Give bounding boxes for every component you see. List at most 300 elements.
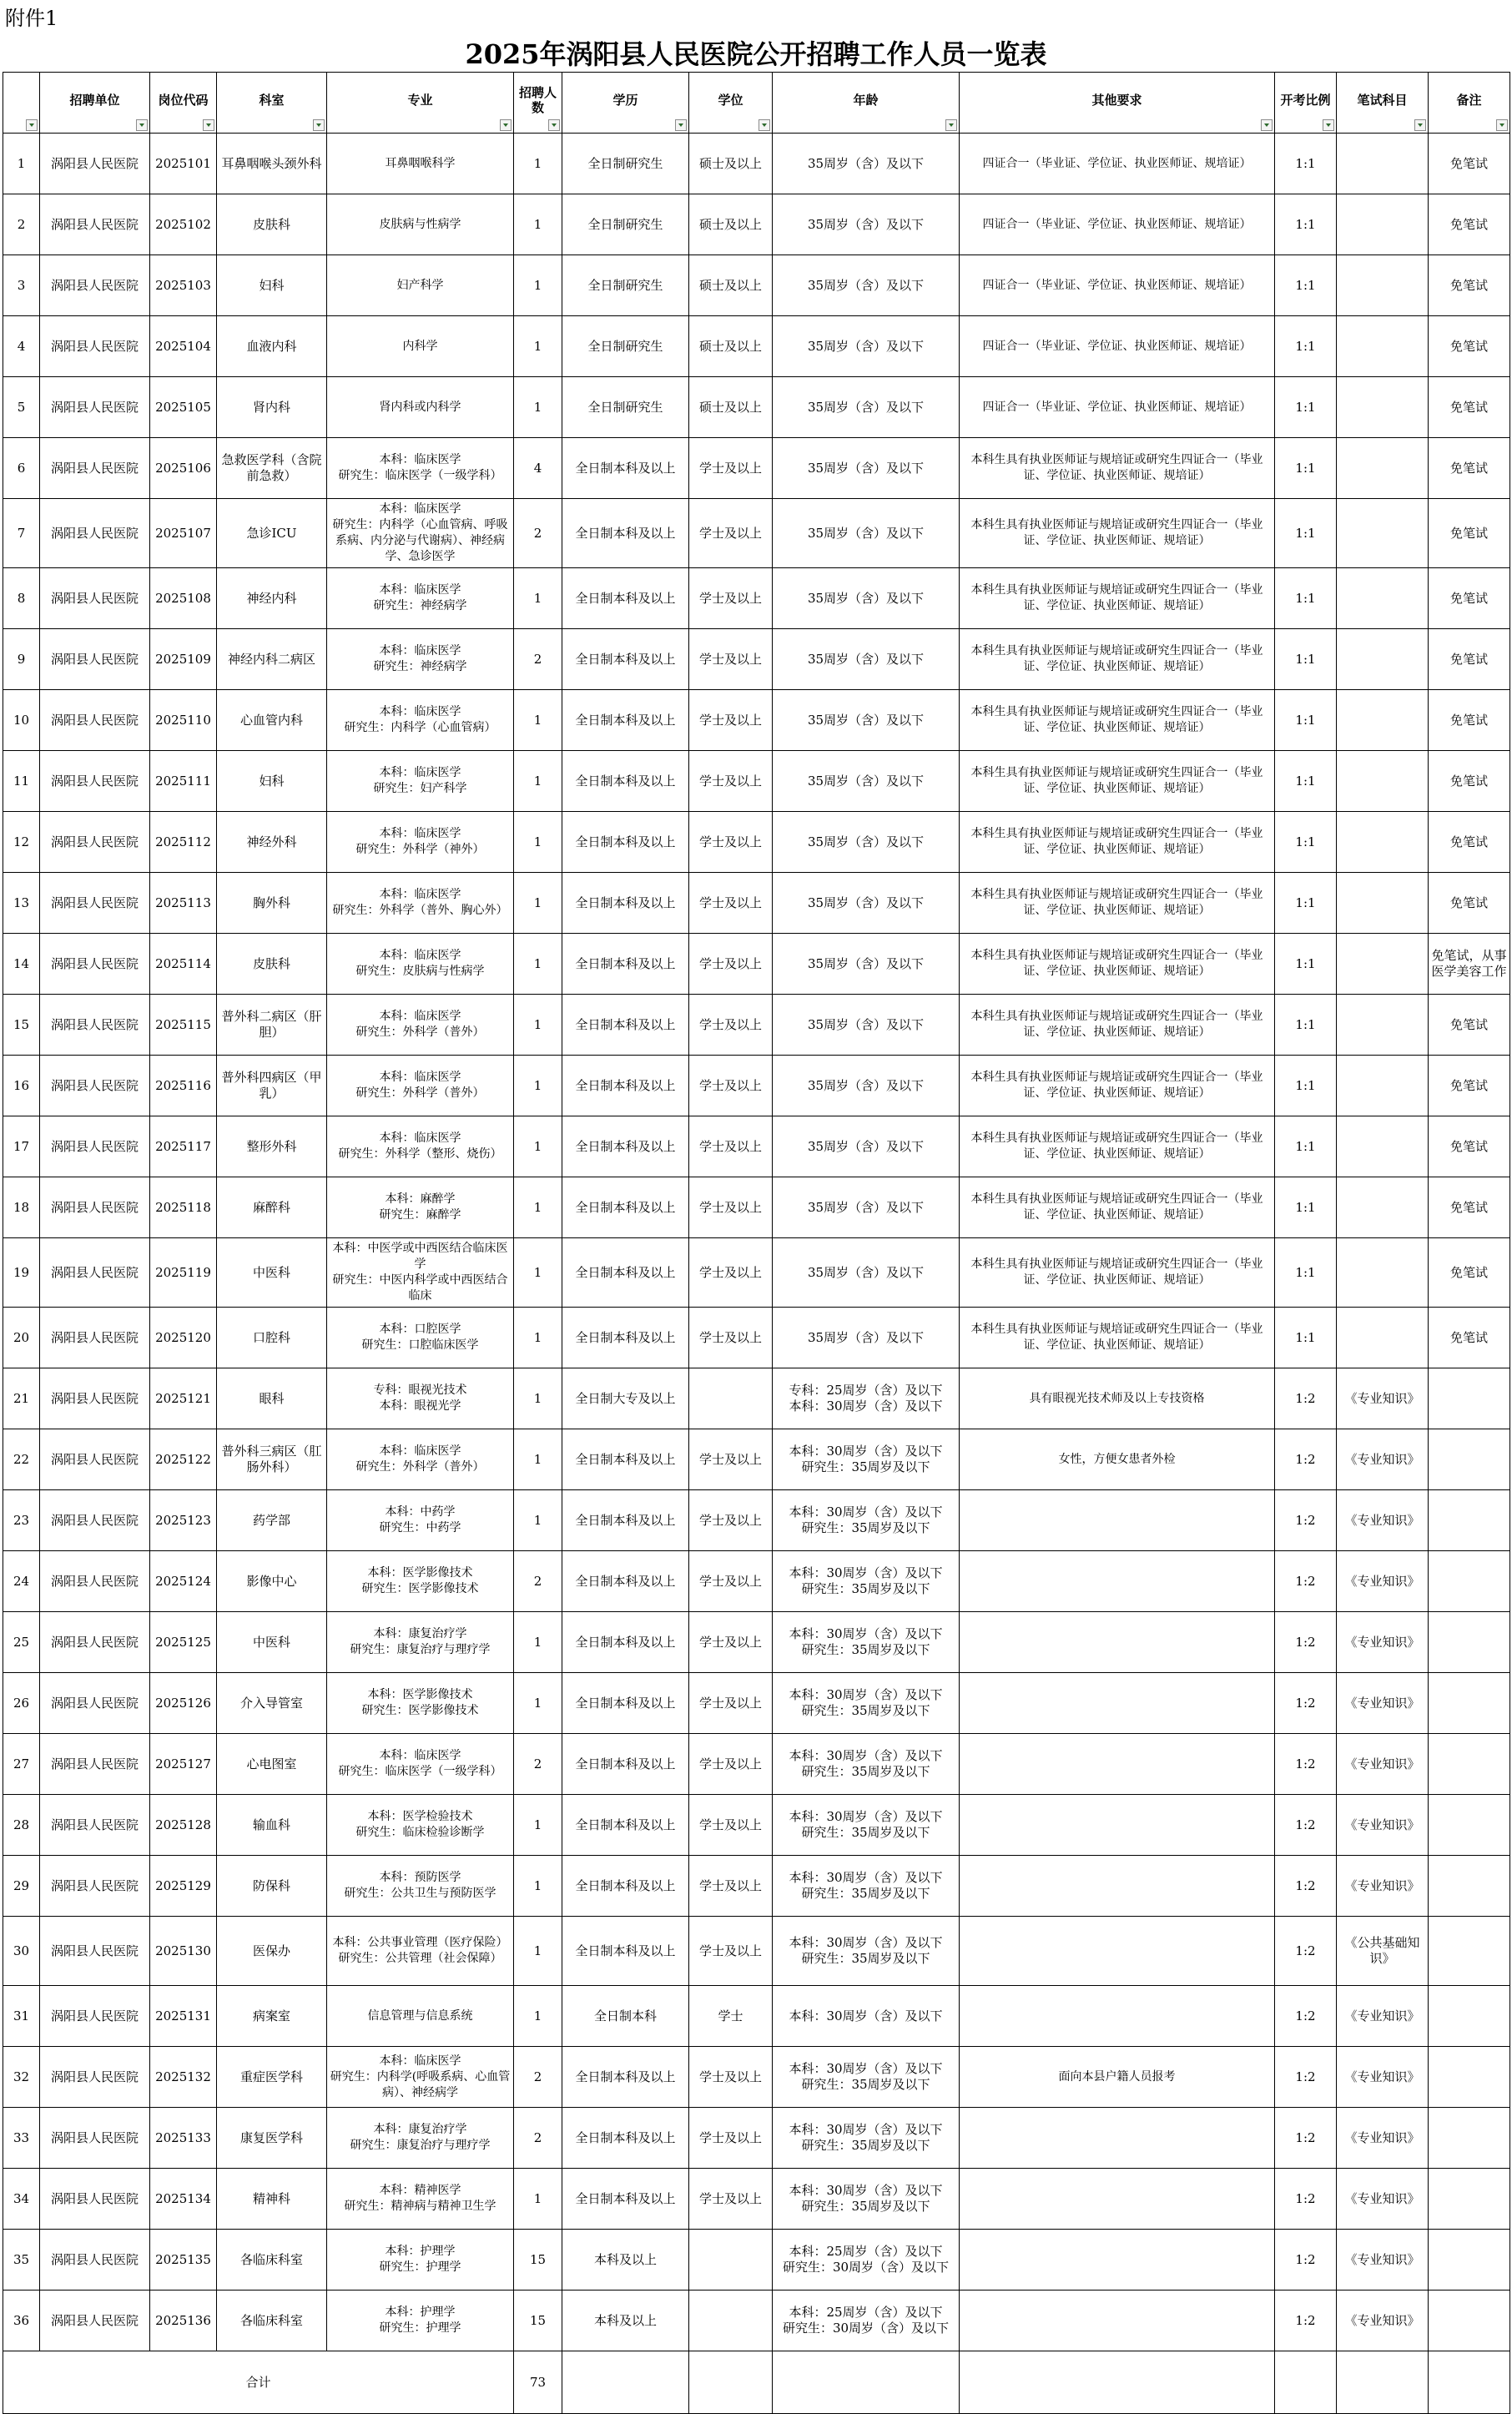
cell-exam-ratio[interactable]: 1:1 xyxy=(1275,568,1337,629)
cell-other-requirements[interactable] xyxy=(960,1490,1275,1551)
cell-remarks[interactable]: 免笔试 xyxy=(1429,690,1510,751)
cell-row-number[interactable]: 31 xyxy=(3,1986,40,2047)
cell-other-requirements[interactable] xyxy=(960,2108,1275,2169)
cell-education[interactable]: 全日制本科及以上 xyxy=(562,1856,689,1917)
cell-major[interactable]: 专科：眼视光技术 本科：眼视光学 xyxy=(327,1368,514,1429)
cell-department[interactable]: 皮肤科 xyxy=(217,194,327,255)
cell-other-requirements[interactable]: 本科生具有执业医师证与规培证或研究生四证合一（毕业证、学位证、执业医师证、规培证） xyxy=(960,499,1275,568)
cell-degree[interactable]: 学士及以上 xyxy=(689,2169,773,2230)
cell-department[interactable]: 麻醉科 xyxy=(217,1177,327,1238)
cell-hire-count[interactable]: 1 xyxy=(514,255,562,316)
cell-position-code[interactable]: 2025130 xyxy=(150,1917,217,1986)
cell-hire-count[interactable]: 1 xyxy=(514,1612,562,1673)
cell-education[interactable]: 全日制本科及以上 xyxy=(562,629,689,690)
header-cell[interactable]: 备注 xyxy=(1429,73,1510,134)
cell-recruiting-unit[interactable]: 涡阳县人民医院 xyxy=(40,1490,150,1551)
cell-recruiting-unit[interactable]: 涡阳县人民医院 xyxy=(40,2291,150,2351)
cell-education[interactable]: 全日制大专及以上 xyxy=(562,1368,689,1429)
cell-recruiting-unit[interactable]: 涡阳县人民医院 xyxy=(40,2108,150,2169)
cell-written-exam-subject[interactable] xyxy=(1337,629,1429,690)
cell-degree[interactable]: 学士及以上 xyxy=(689,1238,773,1308)
cell-written-exam-subject[interactable] xyxy=(1337,1177,1429,1238)
cell-education[interactable]: 全日制本科及以上 xyxy=(562,499,689,568)
cell-row-number[interactable]: 34 xyxy=(3,2169,40,2230)
cell-hire-count[interactable]: 1 xyxy=(514,934,562,995)
filter-dropdown-icon[interactable] xyxy=(1496,119,1508,131)
cell-department[interactable]: 病案室 xyxy=(217,1986,327,2047)
cell-major[interactable]: 皮肤病与性病学 xyxy=(327,194,514,255)
cell-exam-ratio[interactable]: 1:2 xyxy=(1275,1795,1337,1856)
cell-major[interactable]: 信息管理与信息系统 xyxy=(327,1986,514,2047)
cell-recruiting-unit[interactable]: 涡阳县人民医院 xyxy=(40,1856,150,1917)
cell-age-requirement[interactable]: 35周岁（含）及以下 xyxy=(773,568,960,629)
cell-major[interactable]: 本科：中医学或中西医结合临床医学 研究生：中医内科学或中西医结合临床 xyxy=(327,1238,514,1308)
cell-degree[interactable]: 学士及以上 xyxy=(689,1673,773,1734)
cell-other-requirements[interactable] xyxy=(960,1551,1275,1612)
cell-hire-count[interactable]: 1 xyxy=(514,1490,562,1551)
cell-age-requirement[interactable]: 本科：30周岁（含）及以下 研究生：35周岁及以下 xyxy=(773,2169,960,2230)
cell-education[interactable]: 全日制本科及以上 xyxy=(562,751,689,812)
cell-major[interactable]: 本科：临床医学 研究生：外科学（普外） xyxy=(327,1056,514,1116)
cell-education[interactable]: 全日制研究生 xyxy=(562,255,689,316)
cell-education[interactable]: 全日制本科及以上 xyxy=(562,1490,689,1551)
cell-recruiting-unit[interactable]: 涡阳县人民医院 xyxy=(40,2047,150,2108)
cell-remarks[interactable]: 免笔试 xyxy=(1429,438,1510,499)
cell-age-requirement[interactable]: 本科：25周岁（含）及以下 研究生：30周岁（含）及以下 xyxy=(773,2291,960,2351)
cell-degree[interactable]: 学士及以上 xyxy=(689,1856,773,1917)
cell-other-requirements[interactable] xyxy=(960,1612,1275,1673)
cell-recruiting-unit[interactable]: 涡阳县人民医院 xyxy=(40,690,150,751)
cell-written-exam-subject[interactable] xyxy=(1337,316,1429,377)
cell-other-requirements[interactable] xyxy=(960,1917,1275,1986)
cell-department[interactable]: 康复医学科 xyxy=(217,2108,327,2169)
cell-remarks[interactable] xyxy=(1429,1795,1510,1856)
cell-row-number[interactable]: 7 xyxy=(3,499,40,568)
cell-degree[interactable]: 硕士及以上 xyxy=(689,134,773,194)
cell-hire-count[interactable]: 1 xyxy=(514,1673,562,1734)
cell-hire-count[interactable]: 1 xyxy=(514,1368,562,1429)
cell-position-code[interactable]: 2025103 xyxy=(150,255,217,316)
cell-recruiting-unit[interactable]: 涡阳县人民医院 xyxy=(40,316,150,377)
cell-degree[interactable]: 学士及以上 xyxy=(689,812,773,873)
cell-age-requirement[interactable]: 本科：30周岁（含）及以下 研究生：35周岁及以下 xyxy=(773,1673,960,1734)
cell-degree[interactable]: 学士及以上 xyxy=(689,873,773,934)
cell-position-code[interactable]: 2025112 xyxy=(150,812,217,873)
cell-department[interactable]: 神经内科二病区 xyxy=(217,629,327,690)
cell-major[interactable]: 本科：公共事业管理（医疗保险） 研究生：公共管理（社会保障） xyxy=(327,1917,514,1986)
cell-major[interactable]: 本科：临床医学 研究生：外科学（普外、胸心外） xyxy=(327,873,514,934)
cell-degree[interactable]: 硕士及以上 xyxy=(689,255,773,316)
header-cell[interactable]: 科室 xyxy=(217,73,327,134)
cell-exam-ratio[interactable]: 1:2 xyxy=(1275,1551,1337,1612)
cell-exam-ratio[interactable]: 1:2 xyxy=(1275,2108,1337,2169)
filter-dropdown-icon[interactable] xyxy=(26,119,38,131)
cell-written-exam-subject[interactable]: 《专业知识》 xyxy=(1337,2291,1429,2351)
cell-written-exam-subject[interactable] xyxy=(1337,255,1429,316)
cell-major[interactable]: 本科：临床医学 研究生：内科学（心血管病、呼吸系病、内分泌与代谢病）、神经病学、急诊医学 xyxy=(327,499,514,568)
cell-recruiting-unit[interactable]: 涡阳县人民医院 xyxy=(40,1612,150,1673)
cell-degree[interactable]: 学士及以上 xyxy=(689,1917,773,1986)
cell-education[interactable]: 全日制本科及以上 xyxy=(562,438,689,499)
cell-degree[interactable] xyxy=(689,2291,773,2351)
cell-major[interactable]: 本科：临床医学 研究生：外科学（整形、烧伤） xyxy=(327,1116,514,1177)
cell-major[interactable]: 本科：临床医学 研究生：神经病学 xyxy=(327,629,514,690)
cell-age-requirement[interactable]: 本科：30周岁（含）及以下 研究生：35周岁及以下 xyxy=(773,1795,960,1856)
cell-other-requirements[interactable]: 本科生具有执业医师证与规培证或研究生四证合一（毕业证、学位证、执业医师证、规培证） xyxy=(960,629,1275,690)
cell-written-exam-subject[interactable]: 《专业知识》 xyxy=(1337,1490,1429,1551)
cell-exam-ratio[interactable]: 1:1 xyxy=(1275,499,1337,568)
cell-row-number[interactable]: 1 xyxy=(3,134,40,194)
cell-position-code[interactable]: 2025133 xyxy=(150,2108,217,2169)
cell-education[interactable]: 全日制本科及以上 xyxy=(562,812,689,873)
cell-hire-count[interactable]: 1 xyxy=(514,568,562,629)
cell-age-requirement[interactable]: 35周岁（含）及以下 xyxy=(773,751,960,812)
cell-department[interactable]: 神经内科 xyxy=(217,568,327,629)
cell-position-code[interactable]: 2025104 xyxy=(150,316,217,377)
cell-age-requirement[interactable]: 35周岁（含）及以下 xyxy=(773,873,960,934)
cell-recruiting-unit[interactable]: 涡阳县人民医院 xyxy=(40,751,150,812)
cell-age-requirement[interactable]: 35周岁（含）及以下 xyxy=(773,1308,960,1368)
cell-recruiting-unit[interactable]: 涡阳县人民医院 xyxy=(40,377,150,438)
cell-written-exam-subject[interactable] xyxy=(1337,134,1429,194)
cell-hire-count[interactable]: 2 xyxy=(514,1551,562,1612)
cell-position-code[interactable]: 2025111 xyxy=(150,751,217,812)
cell-recruiting-unit[interactable]: 涡阳县人民医院 xyxy=(40,873,150,934)
cell-hire-count[interactable]: 15 xyxy=(514,2291,562,2351)
cell-major[interactable]: 本科：临床医学 研究生：妇产科学 xyxy=(327,751,514,812)
cell-other-requirements[interactable] xyxy=(960,2169,1275,2230)
cell-hire-count[interactable]: 1 xyxy=(514,873,562,934)
cell-written-exam-subject[interactable] xyxy=(1337,934,1429,995)
cell-position-code[interactable]: 2025121 xyxy=(150,1368,217,1429)
cell-education[interactable]: 本科及以上 xyxy=(562,2291,689,2351)
filter-dropdown-icon[interactable] xyxy=(500,119,512,131)
cell-age-requirement[interactable]: 本科：30周岁（含）及以下 研究生：35周岁及以下 xyxy=(773,1734,960,1795)
cell-other-requirements[interactable] xyxy=(960,1795,1275,1856)
cell-row-number[interactable]: 25 xyxy=(3,1612,40,1673)
cell-written-exam-subject[interactable] xyxy=(1337,873,1429,934)
cell-age-requirement[interactable]: 35周岁（含）及以下 xyxy=(773,934,960,995)
cell-education[interactable]: 全日制本科及以上 xyxy=(562,568,689,629)
cell-other-requirements[interactable]: 本科生具有执业医师证与规培证或研究生四证合一（毕业证、学位证、执业医师证、规培证） xyxy=(960,1056,1275,1116)
cell-position-code[interactable]: 2025127 xyxy=(150,1734,217,1795)
cell-hire-count[interactable]: 1 xyxy=(514,1056,562,1116)
cell-degree[interactable]: 学士及以上 xyxy=(689,1795,773,1856)
cell-other-requirements[interactable]: 本科生具有执业医师证与规培证或研究生四证合一（毕业证、学位证、执业医师证、规培证） xyxy=(960,995,1275,1056)
cell-position-code[interactable]: 2025119 xyxy=(150,1238,217,1308)
cell-degree[interactable]: 学士及以上 xyxy=(689,1116,773,1177)
cell-education[interactable]: 全日制本科及以上 xyxy=(562,1917,689,1986)
cell-remarks[interactable] xyxy=(1429,1734,1510,1795)
cell-major[interactable]: 本科：临床医学 研究生：皮肤病与性病学 xyxy=(327,934,514,995)
cell-degree[interactable]: 学士及以上 xyxy=(689,2047,773,2108)
header-cell[interactable]: 招聘人数 xyxy=(514,73,562,134)
header-cell[interactable]: 招聘单位 xyxy=(40,73,150,134)
cell-position-code[interactable]: 2025135 xyxy=(150,2230,217,2291)
cell-hire-count[interactable]: 4 xyxy=(514,438,562,499)
cell-row-number[interactable]: 22 xyxy=(3,1429,40,1490)
cell-department[interactable]: 影像中心 xyxy=(217,1551,327,1612)
cell-department[interactable]: 整形外科 xyxy=(217,1116,327,1177)
cell-education[interactable]: 全日制本科及以上 xyxy=(562,2047,689,2108)
cell-remarks[interactable] xyxy=(1429,1551,1510,1612)
cell-row-number[interactable]: 12 xyxy=(3,812,40,873)
cell-written-exam-subject[interactable] xyxy=(1337,1308,1429,1368)
cell-other-requirements[interactable]: 四证合一（毕业证、学位证、执业医师证、规培证） xyxy=(960,194,1275,255)
cell-hire-count[interactable]: 2 xyxy=(514,2108,562,2169)
cell-remarks[interactable]: 免笔试 xyxy=(1429,499,1510,568)
cell-recruiting-unit[interactable]: 涡阳县人民医院 xyxy=(40,134,150,194)
cell-education[interactable]: 全日制本科及以上 xyxy=(562,1612,689,1673)
cell-degree[interactable]: 学士及以上 xyxy=(689,438,773,499)
cell-other-requirements[interactable]: 本科生具有执业医师证与规培证或研究生四证合一（毕业证、学位证、执业医师证、规培证） xyxy=(960,1308,1275,1368)
cell-degree[interactable]: 学士及以上 xyxy=(689,995,773,1056)
cell-remarks[interactable] xyxy=(1429,1917,1510,1986)
cell-education[interactable]: 全日制本科及以上 xyxy=(562,995,689,1056)
cell-exam-ratio[interactable]: 1:1 xyxy=(1275,377,1337,438)
cell-row-number[interactable]: 9 xyxy=(3,629,40,690)
cell-recruiting-unit[interactable]: 涡阳县人民医院 xyxy=(40,1368,150,1429)
cell-major[interactable]: 本科：医学影像技术 研究生：医学影像技术 xyxy=(327,1551,514,1612)
cell-recruiting-unit[interactable]: 涡阳县人民医院 xyxy=(40,934,150,995)
cell-department[interactable]: 重症医学科 xyxy=(217,2047,327,2108)
cell-hire-count[interactable]: 1 xyxy=(514,316,562,377)
cell-written-exam-subject[interactable] xyxy=(1337,568,1429,629)
cell-education[interactable]: 全日制本科及以上 xyxy=(562,1056,689,1116)
cell-major[interactable]: 本科：临床医学 研究生：临床医学（一级学科） xyxy=(327,1734,514,1795)
cell-hire-count[interactable]: 1 xyxy=(514,1238,562,1308)
cell-department[interactable]: 中医科 xyxy=(217,1612,327,1673)
cell-degree[interactable]: 学士及以上 xyxy=(689,751,773,812)
cell-written-exam-subject[interactable]: 《专业知识》 xyxy=(1337,2047,1429,2108)
cell-written-exam-subject[interactable] xyxy=(1337,751,1429,812)
cell-written-exam-subject[interactable]: 《专业知识》 xyxy=(1337,1368,1429,1429)
cell-education[interactable]: 全日制本科及以上 xyxy=(562,1177,689,1238)
cell-position-code[interactable]: 2025101 xyxy=(150,134,217,194)
cell-recruiting-unit[interactable]: 涡阳县人民医院 xyxy=(40,1986,150,2047)
cell-major[interactable]: 本科：临床医学 研究生：神经病学 xyxy=(327,568,514,629)
cell-remarks[interactable] xyxy=(1429,1673,1510,1734)
cell-position-code[interactable]: 2025129 xyxy=(150,1856,217,1917)
cell-remarks[interactable]: 免笔试 xyxy=(1429,377,1510,438)
cell-education[interactable]: 全日制研究生 xyxy=(562,377,689,438)
cell-remarks[interactable] xyxy=(1429,1986,1510,2047)
cell-education[interactable]: 全日制本科及以上 xyxy=(562,1734,689,1795)
cell-age-requirement[interactable]: 35周岁（含）及以下 xyxy=(773,316,960,377)
cell-remarks[interactable]: 免笔试 xyxy=(1429,255,1510,316)
cell-age-requirement[interactable]: 35周岁（含）及以下 xyxy=(773,995,960,1056)
cell-other-requirements[interactable]: 本科生具有执业医师证与规培证或研究生四证合一（毕业证、学位证、执业医师证、规培证） xyxy=(960,934,1275,995)
cell-hire-count[interactable]: 1 xyxy=(514,751,562,812)
cell-hire-count[interactable]: 2 xyxy=(514,2047,562,2108)
cell-position-code[interactable]: 2025118 xyxy=(150,1177,217,1238)
cell-exam-ratio[interactable]: 1:1 xyxy=(1275,1308,1337,1368)
cell-row-number[interactable]: 28 xyxy=(3,1795,40,1856)
cell-written-exam-subject[interactable]: 《专业知识》 xyxy=(1337,2169,1429,2230)
cell-age-requirement[interactable]: 35周岁（含）及以下 xyxy=(773,1056,960,1116)
cell-hire-count[interactable]: 2 xyxy=(514,629,562,690)
cell-degree[interactable]: 学士及以上 xyxy=(689,1490,773,1551)
cell-other-requirements[interactable]: 女性，方便女患者外检 xyxy=(960,1429,1275,1490)
cell-recruiting-unit[interactable]: 涡阳县人民医院 xyxy=(40,568,150,629)
cell-education[interactable]: 全日制研究生 xyxy=(562,316,689,377)
cell-remarks[interactable]: 免笔试 xyxy=(1429,873,1510,934)
cell-written-exam-subject[interactable] xyxy=(1337,377,1429,438)
cell-hire-count[interactable]: 1 xyxy=(514,1116,562,1177)
filter-dropdown-icon[interactable] xyxy=(136,119,148,131)
cell-exam-ratio[interactable]: 1:1 xyxy=(1275,934,1337,995)
cell-age-requirement[interactable]: 35周岁（含）及以下 xyxy=(773,134,960,194)
cell-age-requirement[interactable]: 本科：30周岁（含）及以下 研究生：35周岁及以下 xyxy=(773,2108,960,2169)
cell-age-requirement[interactable]: 本科：30周岁（含）及以下 研究生：35周岁及以下 xyxy=(773,1917,960,1986)
cell-major[interactable]: 本科：中药学 研究生：中药学 xyxy=(327,1490,514,1551)
cell-major[interactable]: 本科：医学检验技术 研究生：临床检验诊断学 xyxy=(327,1795,514,1856)
cell-exam-ratio[interactable]: 1:1 xyxy=(1275,873,1337,934)
cell-degree[interactable]: 硕士及以上 xyxy=(689,316,773,377)
cell-row-number[interactable]: 29 xyxy=(3,1856,40,1917)
cell-other-requirements[interactable]: 四证合一（毕业证、学位证、执业医师证、规培证） xyxy=(960,316,1275,377)
cell-row-number[interactable]: 5 xyxy=(3,377,40,438)
cell-education[interactable]: 全日制本科及以上 xyxy=(562,2108,689,2169)
cell-exam-ratio[interactable]: 1:2 xyxy=(1275,1429,1337,1490)
header-cell[interactable] xyxy=(3,73,40,134)
cell-exam-ratio[interactable]: 1:1 xyxy=(1275,194,1337,255)
cell-exam-ratio[interactable]: 1:1 xyxy=(1275,134,1337,194)
cell-written-exam-subject[interactable]: 《专业知识》 xyxy=(1337,1612,1429,1673)
cell-other-requirements[interactable]: 面向本县户籍人员报考 xyxy=(960,2047,1275,2108)
cell-education[interactable]: 全日制本科及以上 xyxy=(562,1429,689,1490)
cell-position-code[interactable]: 2025107 xyxy=(150,499,217,568)
cell-position-code[interactable]: 2025125 xyxy=(150,1612,217,1673)
cell-recruiting-unit[interactable]: 涡阳县人民医院 xyxy=(40,438,150,499)
cell-department[interactable]: 医保办 xyxy=(217,1917,327,1986)
cell-exam-ratio[interactable]: 1:2 xyxy=(1275,1673,1337,1734)
cell-major[interactable]: 本科：临床医学 研究生：临床医学（一级学科） xyxy=(327,438,514,499)
cell-remarks[interactable] xyxy=(1429,2169,1510,2230)
filter-dropdown-icon[interactable] xyxy=(675,119,687,131)
cell-education[interactable]: 全日制本科及以上 xyxy=(562,1238,689,1308)
cell-position-code[interactable]: 2025132 xyxy=(150,2047,217,2108)
cell-remarks[interactable] xyxy=(1429,1856,1510,1917)
cell-position-code[interactable]: 2025115 xyxy=(150,995,217,1056)
header-cell[interactable]: 岗位代码 xyxy=(150,73,217,134)
cell-department[interactable]: 心血管内科 xyxy=(217,690,327,751)
cell-position-code[interactable]: 2025123 xyxy=(150,1490,217,1551)
cell-major[interactable]: 本科：精神医学 研究生：精神病与精神卫生学 xyxy=(327,2169,514,2230)
cell-department[interactable]: 各临床科室 xyxy=(217,2291,327,2351)
cell-position-code[interactable]: 2025113 xyxy=(150,873,217,934)
filter-dropdown-icon[interactable] xyxy=(759,119,770,131)
cell-major[interactable]: 内科学 xyxy=(327,316,514,377)
filter-dropdown-icon[interactable] xyxy=(1323,119,1334,131)
cell-major[interactable]: 本科：医学影像技术 研究生：医学影像技术 xyxy=(327,1673,514,1734)
cell-education[interactable]: 全日制本科及以上 xyxy=(562,2169,689,2230)
cell-exam-ratio[interactable]: 1:1 xyxy=(1275,751,1337,812)
cell-age-requirement[interactable]: 专科：25周岁（含）及以下 本科：30周岁（含）及以下 xyxy=(773,1368,960,1429)
cell-remarks[interactable] xyxy=(1429,2291,1510,2351)
cell-remarks[interactable]: 免笔试，从事医学美容工作 xyxy=(1429,934,1510,995)
cell-hire-count[interactable]: 1 xyxy=(514,1308,562,1368)
cell-written-exam-subject[interactable] xyxy=(1337,995,1429,1056)
cell-major[interactable]: 本科：临床医学 研究生：外科学（神外） xyxy=(327,812,514,873)
cell-recruiting-unit[interactable]: 涡阳县人民医院 xyxy=(40,1308,150,1368)
cell-hire-count[interactable]: 1 xyxy=(514,2169,562,2230)
cell-remarks[interactable]: 免笔试 xyxy=(1429,995,1510,1056)
cell-degree[interactable]: 学士及以上 xyxy=(689,1612,773,1673)
cell-age-requirement[interactable]: 本科：30周岁（含）及以下 研究生：35周岁及以下 xyxy=(773,1490,960,1551)
cell-remarks[interactable]: 免笔试 xyxy=(1429,1177,1510,1238)
cell-major[interactable]: 妇产科学 xyxy=(327,255,514,316)
cell-written-exam-subject[interactable]: 《专业知识》 xyxy=(1337,2108,1429,2169)
cell-position-code[interactable]: 2025105 xyxy=(150,377,217,438)
cell-written-exam-subject[interactable]: 《专业知识》 xyxy=(1337,1856,1429,1917)
cell-recruiting-unit[interactable]: 涡阳县人民医院 xyxy=(40,2169,150,2230)
cell-written-exam-subject[interactable] xyxy=(1337,194,1429,255)
cell-degree[interactable] xyxy=(689,2230,773,2291)
cell-row-number[interactable]: 14 xyxy=(3,934,40,995)
cell-education[interactable]: 本科及以上 xyxy=(562,2230,689,2291)
cell-degree[interactable]: 硕士及以上 xyxy=(689,194,773,255)
cell-age-requirement[interactable]: 35周岁（含）及以下 xyxy=(773,1238,960,1308)
cell-other-requirements[interactable]: 本科生具有执业医师证与规培证或研究生四证合一（毕业证、学位证、执业医师证、规培证） xyxy=(960,438,1275,499)
cell-exam-ratio[interactable]: 1:1 xyxy=(1275,690,1337,751)
cell-row-number[interactable]: 20 xyxy=(3,1308,40,1368)
cell-hire-count[interactable]: 1 xyxy=(514,1986,562,2047)
cell-age-requirement[interactable]: 本科：30周岁（含）及以下 研究生：35周岁及以下 xyxy=(773,1856,960,1917)
cell-exam-ratio[interactable]: 1:1 xyxy=(1275,995,1337,1056)
cell-row-number[interactable]: 3 xyxy=(3,255,40,316)
cell-hire-count[interactable]: 1 xyxy=(514,1795,562,1856)
cell-department[interactable]: 神经外科 xyxy=(217,812,327,873)
cell-education[interactable]: 全日制本科及以上 xyxy=(562,873,689,934)
cell-written-exam-subject[interactable]: 《专业知识》 xyxy=(1337,1986,1429,2047)
cell-department[interactable]: 口腔科 xyxy=(217,1308,327,1368)
cell-department[interactable]: 耳鼻咽喉头颈外科 xyxy=(217,134,327,194)
cell-position-code[interactable]: 2025136 xyxy=(150,2291,217,2351)
cell-age-requirement[interactable]: 35周岁（含）及以下 xyxy=(773,629,960,690)
cell-department[interactable]: 妇科 xyxy=(217,255,327,316)
cell-row-number[interactable]: 17 xyxy=(3,1116,40,1177)
cell-other-requirements[interactable] xyxy=(960,2291,1275,2351)
cell-major[interactable]: 肾内科或内科学 xyxy=(327,377,514,438)
cell-recruiting-unit[interactable]: 涡阳县人民医院 xyxy=(40,995,150,1056)
cell-education[interactable]: 全日制本科及以上 xyxy=(562,1673,689,1734)
cell-degree[interactable]: 学士及以上 xyxy=(689,499,773,568)
cell-recruiting-unit[interactable]: 涡阳县人民医院 xyxy=(40,2230,150,2291)
cell-exam-ratio[interactable]: 1:1 xyxy=(1275,316,1337,377)
cell-row-number[interactable]: 23 xyxy=(3,1490,40,1551)
cell-recruiting-unit[interactable]: 涡阳县人民医院 xyxy=(40,812,150,873)
cell-recruiting-unit[interactable]: 涡阳县人民医院 xyxy=(40,255,150,316)
cell-position-code[interactable]: 2025106 xyxy=(150,438,217,499)
cell-remarks[interactable]: 免笔试 xyxy=(1429,751,1510,812)
cell-hire-count[interactable]: 15 xyxy=(514,2230,562,2291)
cell-other-requirements[interactable]: 本科生具有执业医师证与规培证或研究生四证合一（毕业证、学位证、执业医师证、规培证） xyxy=(960,1116,1275,1177)
cell-education[interactable]: 全日制本科及以上 xyxy=(562,934,689,995)
cell-written-exam-subject[interactable] xyxy=(1337,690,1429,751)
cell-major[interactable]: 本科：口腔医学 研究生：口腔临床医学 xyxy=(327,1308,514,1368)
cell-remarks[interactable]: 免笔试 xyxy=(1429,812,1510,873)
cell-exam-ratio[interactable]: 1:1 xyxy=(1275,1116,1337,1177)
cell-education[interactable]: 全日制研究生 xyxy=(562,134,689,194)
cell-row-number[interactable]: 26 xyxy=(3,1673,40,1734)
cell-position-code[interactable]: 2025120 xyxy=(150,1308,217,1368)
cell-recruiting-unit[interactable]: 涡阳县人民医院 xyxy=(40,194,150,255)
cell-education[interactable]: 全日制本科及以上 xyxy=(562,1116,689,1177)
cell-department[interactable]: 普外科四病区（甲乳） xyxy=(217,1056,327,1116)
cell-degree[interactable]: 学士及以上 xyxy=(689,629,773,690)
cell-education[interactable]: 全日制本科及以上 xyxy=(562,1551,689,1612)
